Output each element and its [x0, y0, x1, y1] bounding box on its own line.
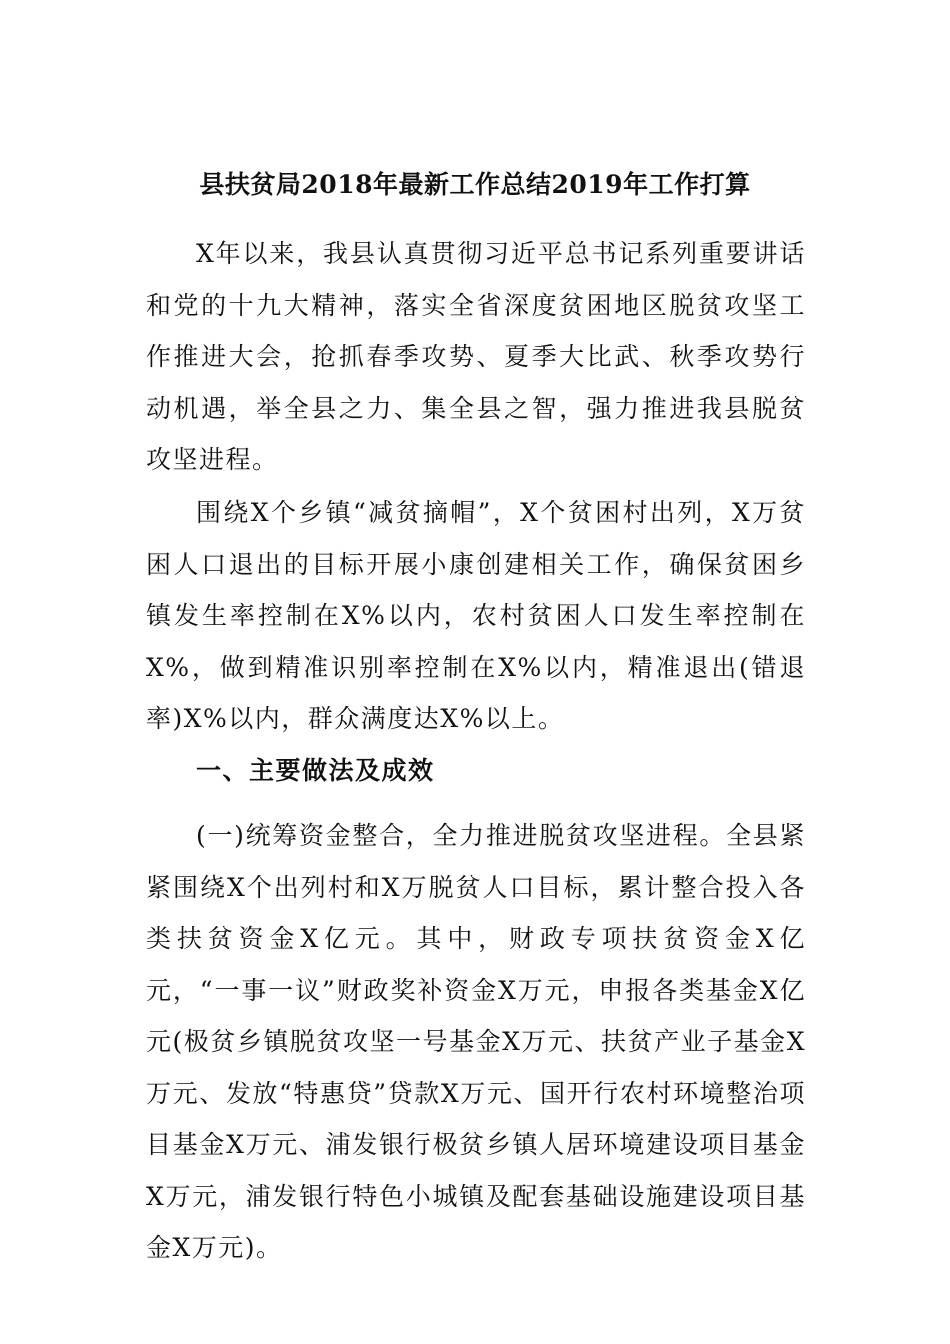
paragraph-funding: (一)统筹资金整合，全力推进脱贫攻坚进程。全县紧紧围绕X个出列村和X万脱贫人口目标，累计整合投入各类扶贫资金X亿元。其中，财政专项扶贫资金X亿元，“一事一议”财政奖补资金X万元，申报各类基金X亿元(极贫乡镇脱贫攻坚一号基金X万元、扶贫产业子基金X万元、发放“特惠贷”贷款X万元、国开行农村环境整治项目基金X万元、浦发银行极贫乡镇人居环境建设项目基金X万元，浦发银行特色小城镇及配套基础设施建设项目基金X万元)。 [146, 821, 806, 1262]
paragraph-goals: 围绕X个乡镇“减贫摘帽”，X个贫困村出列，X万贫困人口退出的目标开展小康创建相关工作，确保贫困乡镇发生率控制在X%以内，农村贫困人口发生率控制在X%，做到精准识别率控制在X%以内，精准退出(错退率)X%以内，群众满度达X%以上。 [146, 498, 806, 733]
document-title: 县扶贫局2018年最新工作总结2019年工作打算 [199, 170, 751, 199]
section-heading: 一、主要做法及成效 [196, 756, 435, 785]
paragraph-intro: X年以来，我县认真贯彻习近平总书记系列重要讲话和党的十九大精神，落实全省深度贫困地区脱贫攻坚工作推进大会，抢抓春季攻势、夏季大比武、秋季攻势行动机遇，举全县之力、集全县之智，强力推进我县脱贫攻坚进程。 [146, 239, 806, 474]
